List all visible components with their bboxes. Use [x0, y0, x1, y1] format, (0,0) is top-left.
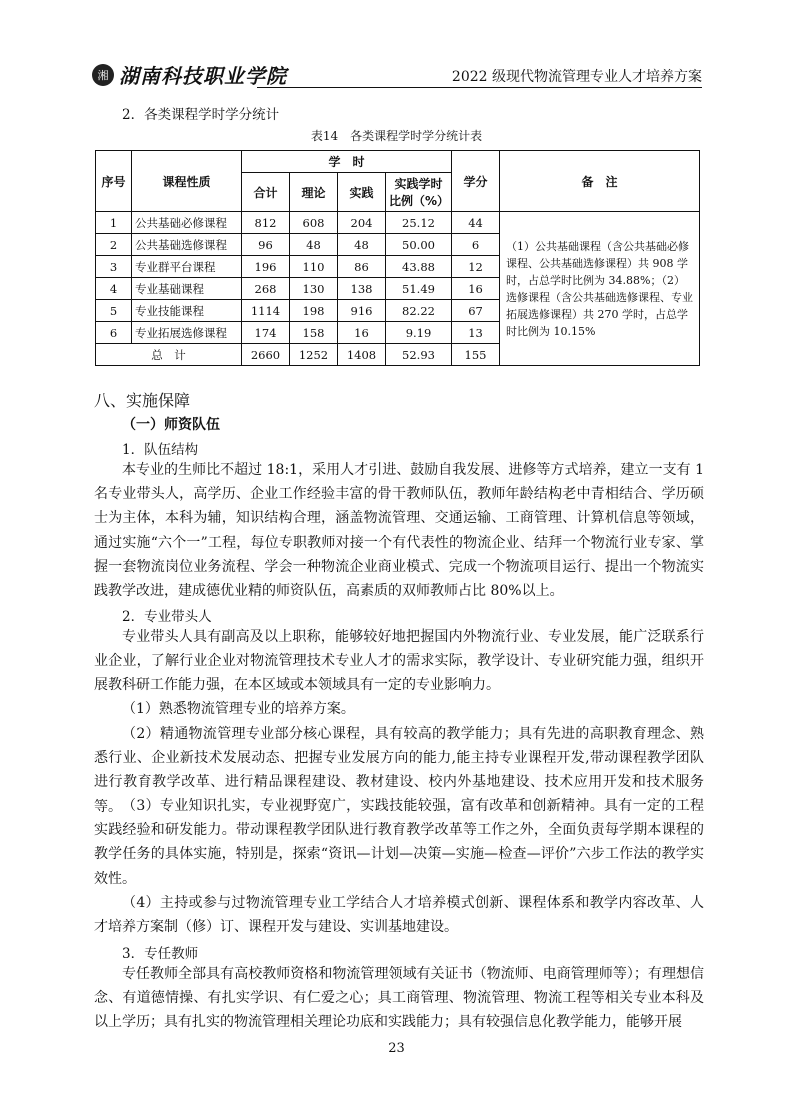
cell-credits: 44 — [452, 212, 500, 234]
summary-practice: 1408 — [338, 344, 386, 366]
cell-theory: 158 — [290, 322, 338, 344]
col-header-hours: 学 时 — [242, 151, 452, 173]
cell-total: 268 — [242, 278, 290, 300]
cell-nature: 公共基础选修课程 — [132, 234, 242, 256]
cell-no: 3 — [96, 256, 132, 278]
cell-nature: 公共基础必修课程 — [132, 212, 242, 234]
col-header-ratio: 实践学时比例（%） — [386, 173, 452, 212]
summary-total: 2660 — [242, 344, 290, 366]
school-logo — [92, 60, 287, 89]
cell-practice: 204 — [338, 212, 386, 234]
cell-practice: 138 — [338, 278, 386, 300]
table-row — [96, 212, 700, 234]
school-name: 湖南科技职业学院 — [119, 64, 287, 88]
header-divider — [257, 87, 702, 88]
cell-theory: 130 — [290, 278, 338, 300]
cell-nature: 专业群平台课程 — [132, 256, 242, 278]
paragraph-leader-item-1: （1）熟悉物流管理专业的培养方案。 — [122, 701, 355, 717]
cell-practice: 916 — [338, 300, 386, 322]
page-number: 23 — [388, 1041, 405, 1056]
col-header-nature: 课程性质 — [132, 151, 242, 212]
cell-theory: 48 — [290, 234, 338, 256]
col-header-total: 合计 — [242, 173, 290, 212]
col-header-no: 序号 — [96, 151, 132, 212]
cell-practice: 16 — [338, 322, 386, 344]
cell-nature: 专业拓展选修课程 — [132, 322, 242, 344]
remarks-cell: （1）公共基础课程（含公共基础必修课程、公共基础选修课程）共 908 学时，占总学时比例为 34.88%；（2）选修课程（含公共基础选修课程、专业拓展选修课程）共 270 学时，占总学时比例为 10.15% — [500, 212, 700, 366]
paragraph-program-leader: 专业带头人具有副高及以上职称，能够较好地把握国内外物流行业、专业发展，能广泛联系行业企业，了解行业企业对物流管理技术专业人才的需求实际，教学设计、专业研究能力强，组织开展教科研工作能力强，在本区域或本领域具有一定的专业影响力。 — [94, 629, 704, 694]
cell-practice: 48 — [338, 234, 386, 256]
heading-team-structure: 1．队伍结构 — [122, 442, 199, 458]
cell-nature: 专业基础课程 — [132, 278, 242, 300]
cell-theory: 198 — [290, 300, 338, 322]
summary-theory: 1252 — [290, 344, 338, 366]
cell-total: 812 — [242, 212, 290, 234]
cell-practice: 86 — [338, 256, 386, 278]
cell-no: 1 — [96, 212, 132, 234]
cell-no: 4 — [96, 278, 132, 300]
col-header-credits: 学分 — [452, 151, 500, 212]
paragraph-leader-item-3: （3）专业知识扎实，专业视野宽广，实践技能较强，富有改革和创新精神。具有一定的工程实践经验和研发能力。带动课程教学团队进行教育教学改革等工作之外，全面负责每学期本课程的教学任务的具体实施，特别是，探索“资讯—计划—决策—实施—检查—评价”六步工作法的教学实效性。 — [94, 798, 704, 887]
seal-icon: 湘 — [92, 64, 114, 86]
cell-no: 2 — [96, 234, 132, 256]
cell-credits: 16 — [452, 278, 500, 300]
paragraph-leader-item-4: （4）主持或参与过物流管理专业工学结合人才培养模式创新、课程体系和教学内容改革、人才培养方案制（修）订、课程开发与建设、实训基地建设。 — [94, 895, 704, 936]
heading-implementation: 八、实施保障 — [94, 391, 191, 410]
table-header-row — [96, 151, 700, 173]
cell-credits: 6 — [452, 234, 500, 256]
heading-fulltime-teachers: 3．专任教师 — [122, 946, 199, 962]
cell-ratio: 51.49 — [386, 278, 452, 300]
cell-no: 5 — [96, 300, 132, 322]
col-header-theory: 理论 — [290, 173, 338, 212]
cell-total: 96 — [242, 234, 290, 256]
cell-credits: 67 — [452, 300, 500, 322]
cell-theory: 110 — [290, 256, 338, 278]
cell-ratio: 9.19 — [386, 322, 452, 344]
summary-ratio: 52.93 — [386, 344, 452, 366]
cell-ratio: 43.88 — [386, 256, 452, 278]
heading-program-leader: 2．专业带头人 — [122, 609, 212, 625]
cell-ratio: 50.00 — [386, 234, 452, 256]
stats-table — [95, 150, 700, 366]
cell-credits: 12 — [452, 256, 500, 278]
cell-theory: 608 — [290, 212, 338, 234]
cell-credits: 13 — [452, 322, 500, 344]
paragraph-leader-item-2: （2）精通物流管理专业部分核心课程，具有较高的教学能力；具有先进的高职教育理念、熟悉行业、企业新技术发展动态、把握专业发展方向的能力,能主持专业课程开发,带动课程教学团队进行教育教学改革、进行精品课程建设、教材建设、校内外基地建设、技术应用开发和技术服务等。 — [94, 726, 704, 815]
cell-ratio: 25.12 — [386, 212, 452, 234]
table-caption: 表14 各类课程学时学分统计表 — [310, 129, 483, 143]
heading-faculty: （一）师资队伍 — [122, 417, 220, 433]
cell-total: 174 — [242, 322, 290, 344]
summary-label: 总 计 — [96, 344, 242, 366]
summary-credits: 155 — [452, 344, 500, 366]
section-intro: 2．各类课程学时学分统计 — [122, 107, 280, 123]
col-header-practice: 实践 — [338, 173, 386, 212]
cell-ratio: 82.22 — [386, 300, 452, 322]
cell-no: 6 — [96, 322, 132, 344]
cell-nature: 专业技能课程 — [132, 300, 242, 322]
paragraph-fulltime-teachers: 专任教师全部具有高校教师资格和物流管理领域有关证书（物流师、电商管理师等）；有理想信念、有道德情操、有扎实学识、有仁爱之心；具工商管理、物流管理、物流工程等相关专业本科及以上学历；具有扎实的物流管理相关理论功底和实践能力；具有较强信息化教学能力，能够开展 — [94, 966, 704, 1031]
cell-total: 1114 — [242, 300, 290, 322]
col-header-remarks: 备 注 — [500, 151, 700, 212]
document-title: 2022 级现代物流管理专业人才培养方案 — [451, 69, 702, 85]
page-header — [92, 60, 702, 88]
cell-total: 196 — [242, 256, 290, 278]
paragraph-team-structure: 本专业的生师比不超过 18:1，采用人才引进、鼓励自我发展、进修等方式培养，建立一支有 1 名专业带头人，高学历、企业工作经验丰富的骨干教师队伍，教师年龄结构老中青相结合、学历硕士为主体，本科为辅，知识结构合理，涵盖物流管理、交通运输、工商管理、计算机信息等领域，通过实施“六个一”工程，每位专职教师对接一个有代表性的物流企业、结拜一个物流行业专家、掌握一套物流岗位业务流程、学会一种物流企业商业模式、完成一个物流项目运行、提出一个物流实践教学改进，建成德优业精的师资队伍，高素质的双师教师占比 80%以上。 — [94, 462, 704, 600]
